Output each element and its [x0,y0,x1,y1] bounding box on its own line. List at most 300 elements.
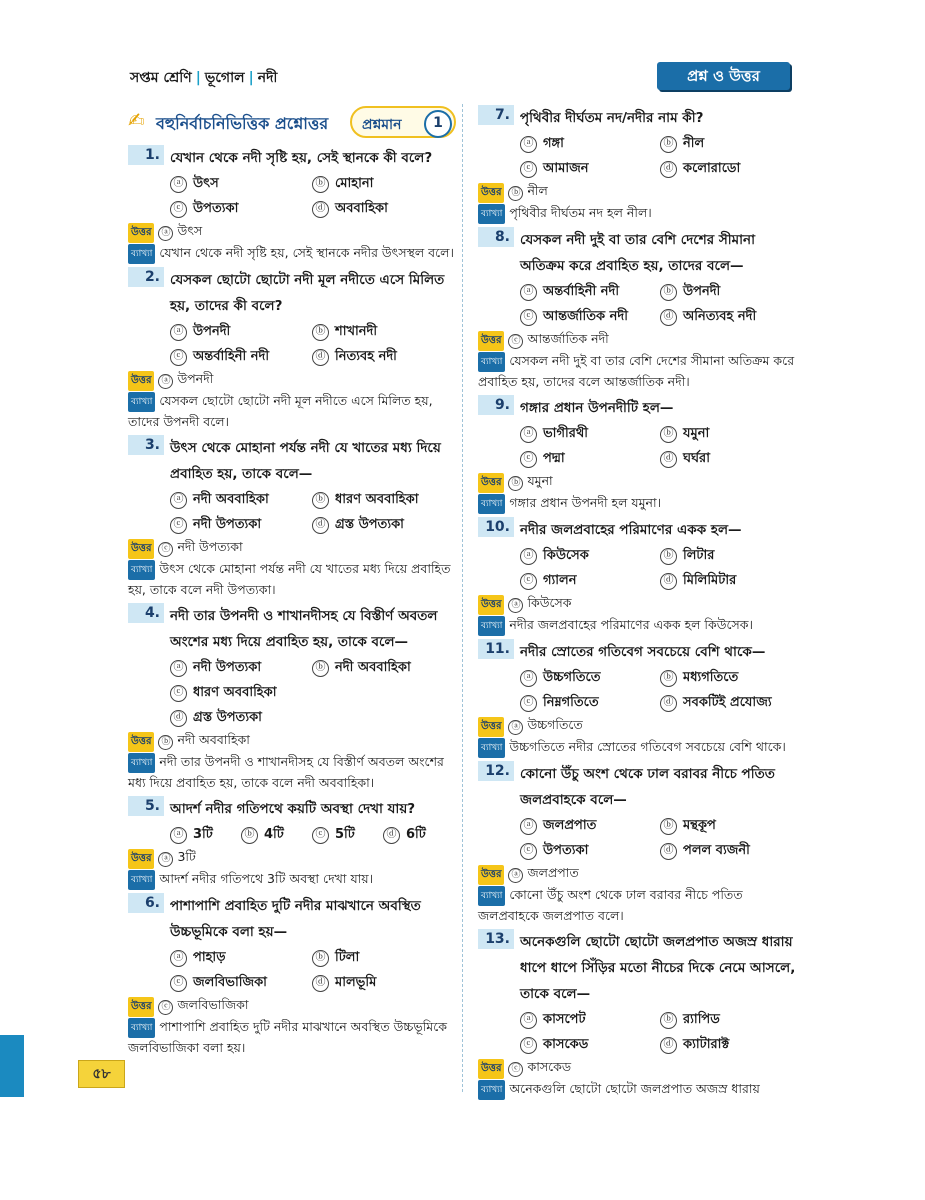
option-item [660,838,800,863]
explanation-tag: ব্যাখ্যা [128,560,155,580]
option-item [520,304,660,329]
option-letter: ⓐ [520,136,537,153]
option-text: মন্থকূপ [683,818,716,833]
option-item [170,196,312,221]
question-item [128,796,454,890]
answer-tag: উত্তর [478,717,504,737]
options-list [478,813,800,863]
option-item [170,344,312,369]
explanation-tag: ব্যাখ্যা [128,392,155,412]
option-text: পলল ব্যজনী [683,843,750,858]
answer-letter: ⓒ [158,1000,173,1015]
explanation-tag: ব্যাখ্যা [128,1018,155,1038]
question-number: 3. [128,435,164,455]
option-text: কাসকেড [543,1037,589,1052]
explanation [128,243,454,264]
option-item [312,487,454,512]
explanation [478,351,800,392]
option-item [170,487,312,512]
answer-line [478,471,800,493]
explanation-tag: ব্যাখ্যা [128,244,155,264]
option-item [312,319,454,344]
option-letter: ⓐ [520,818,537,835]
question-item [128,893,454,1058]
answer-letter: ⓒ [508,334,523,349]
question-item [478,395,800,514]
breadcrumb-class: সপ্তম শ্রেণি [130,70,192,86]
option-item [660,156,800,181]
answer-text: উপনদী [177,371,214,386]
question-line [478,639,800,665]
option-item [660,279,800,304]
option-text: গ্রস্ত উপত্যকা [193,710,262,725]
option-letter: ⓐ [520,426,537,443]
answer-text: জলবিভাজিকা [177,997,249,1012]
explanation-tag: ব্যাখ্যা [128,870,155,890]
question-number: 11. [478,639,514,659]
option-text: টিলা [335,950,360,965]
option-item [170,680,454,705]
option-text: পদ্মা [543,451,565,466]
option-letter: ⓑ [660,1012,677,1029]
answer-text: উৎস [177,223,203,238]
breadcrumb-subject: ভূগোল [204,70,245,86]
option-letter: ⓒ [170,975,187,992]
question-number: 2. [128,267,164,287]
answer-letter: ⓐ [158,226,173,241]
explanation-text: যেখান থেকে নদী সৃষ্টি হয়, সেই স্থানকে নদীর উৎসস্থল বলে। [159,245,454,260]
option-letter: ⓑ [660,670,677,687]
explanation-tag: ব্যাখ্যা [478,886,505,906]
answer-line [478,593,800,615]
question-text: যেসকল নদী দুই বা তার বেশি দেশের সীমানা অতিক্রম করে প্রবাহিত হয়, তাদের বলে— [520,232,756,274]
option-text: 3টি [193,827,213,842]
option-letter: ⓐ [170,660,187,677]
option-text: নদী উপত্যকা [193,517,262,532]
question-line [478,517,800,543]
option-letter: ⓓ [312,975,329,992]
question-item [478,761,800,926]
qa-badge: প্রশ্ন ও উত্তর [657,62,790,90]
option-letter: ⓒ [170,517,187,534]
option-item [660,1032,800,1057]
answer-tag: উত্তর [128,732,154,752]
option-text: কিউসেক [543,548,589,563]
answer-text: কাসকেড [527,1059,572,1074]
option-letter: ⓓ [660,695,677,712]
explanation-text: যেসকল ছোটো ছোটো নদী মূল নদীতে এসে মিলিত হয়, তাদের উপনদী বলে। [128,393,433,429]
option-text: নিম্নগতিতে [543,695,599,710]
explanation [128,559,454,600]
option-letter: ⓑ [660,818,677,835]
question-text: পাশাপাশি প্রবাহিত দুটি নদীর মাঝখানে অবস্থিত উচ্চভূমিকে বলা হয়— [170,898,421,940]
question-item [478,929,800,1100]
question-text: আদর্শ নদীর গতিপথে কয়টি অবস্থা দেখা যায়? [170,801,416,817]
question-text: যেখান থেকে নদী সৃষ্টি হয়, সেই স্থানকে কী বলে? [170,150,433,166]
options-list [478,279,800,329]
option-text: মধ্যগতিতে [683,670,739,685]
option-item [660,1007,800,1032]
answer-line [128,847,454,869]
options-list [128,655,454,730]
question-text: গঙ্গার প্রধান উপনদীটি হল— [520,400,674,416]
explanation [128,752,454,793]
option-text: র‍্যাপিড [683,1012,720,1027]
option-text: অববাহিকা [335,201,388,216]
question-item [478,517,800,636]
question-item [128,267,454,432]
option-letter: ⓒ [170,685,187,702]
option-letter: ⓒ [520,451,537,468]
option-text: মোহানা [335,176,374,191]
explanation-text: নদী তার উপনদী ও শাখানদীসহ যে বিস্তীর্ণ অবতল অংশের মধ্য দিয়ে প্রবাহিত হয়, তাকে বলে নদী অববাহিকা। [128,754,444,790]
explanation-tag: ব্যাখ্যা [478,494,505,514]
option-text: 6টি [406,827,426,842]
page-edge-tab [0,1035,24,1097]
answer-line [128,730,454,752]
explanation [478,737,800,758]
option-letter: ⓑ [312,950,329,967]
answer-letter: ⓐ [158,852,173,867]
explanation-text: আদর্শ নদীর গতিপথে 3টি অবস্থা দেখা যায়। [159,871,374,886]
option-text: সবকটিই প্রযোজ্য [683,695,772,710]
explanation-tag: ব্যাখ্যা [128,753,155,773]
option-text: 5টি [335,827,355,842]
option-item [312,512,454,537]
option-item [520,690,660,715]
option-item [520,543,660,568]
option-letter: ⓐ [170,176,187,193]
option-letter: ⓒ [170,201,187,218]
question-item [128,603,454,793]
question-item [478,639,800,758]
option-letter: ⓓ [660,1037,677,1054]
answer-line [478,1057,800,1079]
options-list [478,543,800,593]
option-text: উপত্যকা [543,843,589,858]
option-text: গ্রস্ত উপত্যকা [335,517,404,532]
question-item [478,105,800,224]
option-letter: ⓓ [383,827,400,844]
option-item [520,279,660,304]
option-item [660,813,800,838]
option-item [520,813,660,838]
answer-text: যমুনা [527,473,553,488]
answer-tag: উত্তর [478,331,504,351]
option-text: আমাজন [543,161,589,176]
question-line [128,603,454,655]
options-list [478,421,800,471]
question-number: 8. [478,227,514,247]
option-item [170,970,312,995]
option-item [312,945,454,970]
explanation-text: নদীর জলপ্রবাহের পরিমাণের একক হল কিউসেক। [509,617,753,632]
explanation [128,869,454,890]
question-text: উৎস থেকে মোহানা পর্যন্ত নদী যে খাতের মধ্য দিয়ে প্রবাহিত হয়, তাকে বলে— [170,440,441,482]
explanation-tag: ব্যাখ্যা [478,738,505,758]
option-item [312,196,454,221]
option-item [170,171,312,196]
options-list [128,945,454,995]
option-letter: ⓑ [660,136,677,153]
option-text: শাখানদী [335,324,378,339]
question-number: 7. [478,105,514,125]
option-item [312,655,454,680]
option-letter: ⓓ [312,517,329,534]
question-number: 10. [478,517,514,537]
option-item [520,838,660,863]
option-letter: ⓓ [660,309,677,326]
option-text: কলোরাডো [683,161,741,176]
option-item [170,705,454,730]
question-number: 6. [128,893,164,913]
option-letter: ⓓ [660,161,677,178]
answer-text: উচ্চগতিতে [527,717,583,732]
option-item [312,344,454,369]
answer-line [478,329,800,351]
question-line [128,796,454,822]
option-letter: ⓑ [660,426,677,443]
option-letter: ⓑ [312,176,329,193]
question-line [128,267,454,319]
option-text: আন্তর্জাতিক নদী [543,309,628,324]
question-line [478,761,800,813]
option-item [660,304,800,329]
answer-tag: উত্তর [478,183,504,203]
question-text: নদী তার উপনদী ও শাখানদীসহ যে বিস্তীর্ণ অবতল অংশের মধ্য দিয়ে প্রবাহিত হয়, তাকে বলে— [170,608,438,650]
option-letter: ⓐ [170,827,187,844]
option-letter: ⓐ [520,548,537,565]
option-item [520,568,660,593]
explanation [478,493,800,514]
option-text: উপনদী [683,284,721,299]
breadcrumb: সপ্তম শ্রেণি | ভূগোল | নদী [130,70,278,86]
answer-letter: ⓑ [508,476,523,491]
option-letter: ⓒ [520,309,537,326]
option-item [520,156,660,181]
option-text: নিত্যবহ নদী [335,349,397,364]
question-line [478,227,800,279]
question-number: 12. [478,761,514,781]
option-item [520,421,660,446]
answer-letter: ⓒ [158,542,173,557]
option-text: নদী অববাহিকা [193,492,269,507]
question-line [478,929,800,1007]
question-number: 4. [128,603,164,623]
option-letter: ⓐ [170,950,187,967]
option-item [520,665,660,690]
question-line [128,893,454,945]
option-text: অন্তর্বাহিনী নদী [543,284,620,299]
answer-letter: ⓐ [158,374,173,389]
answer-text: নদী অববাহিকা [177,732,250,747]
question-text: কোনো উঁচু অংশ থেকে ঢাল বরাবর নীচে পতিত জলপ্রবাহকে বলে— [520,766,775,808]
option-item [660,421,800,446]
option-item [170,319,312,344]
options-list [128,171,454,221]
answer-letter: ⓒ [508,1062,523,1077]
options-list [478,131,800,181]
answer-text: 3টি [177,849,196,864]
option-letter: ⓓ [170,710,187,727]
answer-text: জলপ্রপাত [527,865,579,880]
option-item [660,446,800,471]
answer-tag: উত্তর [128,223,154,243]
question-item [128,145,454,264]
option-text: উপনদী [193,324,231,339]
option-letter: ⓓ [660,573,677,590]
page-number: ৫৮ [78,1060,125,1088]
explanation-text: পৃথিবীর দীর্ঘতম নদ হল নীল। [509,205,652,220]
options-list [128,319,454,369]
option-text: জলপ্রপাত [543,818,597,833]
option-item [170,512,312,537]
answer-tag: উত্তর [478,473,504,493]
option-letter: ⓐ [170,324,187,341]
option-text: উপত্যকা [193,201,239,216]
column-divider [462,104,463,1092]
explanation-text: যেসকল নদী দুই বা তার বেশি দেশের সীমানা অতিক্রম করে প্রবাহিত হয়, তাদের বলে আন্তর্জাতিক নদী। [478,353,795,389]
option-text: গঙ্গা [543,136,564,151]
option-text: অনিত্যবহ নদী [683,309,757,324]
right-column [478,105,800,1103]
option-item [312,171,454,196]
option-text: ধারণ অববাহিকা [335,492,419,507]
option-letter: ⓑ [312,324,329,341]
option-item [312,822,383,847]
answer-letter: ⓐ [508,720,523,735]
option-item [170,655,312,680]
option-item [312,970,454,995]
answer-letter: ⓑ [158,735,173,750]
option-text: ভাগীরথী [543,426,588,441]
section-header [128,106,454,136]
answer-text: কিউসেক [527,595,572,610]
option-letter: ⓒ [520,573,537,590]
answer-line [128,221,454,243]
question-item [478,227,800,392]
question-line [478,395,800,421]
explanation-tag: ব্যাখ্যা [478,352,505,372]
option-letter: ⓑ [660,284,677,301]
option-letter: ⓒ [312,827,329,844]
option-letter: ⓒ [520,695,537,712]
question-line [128,145,454,171]
option-letter: ⓒ [520,161,537,178]
explanation [128,391,454,432]
explanation [478,1079,800,1100]
option-item [170,945,312,970]
answer-tag: উত্তর [478,865,504,885]
answer-line [128,995,454,1017]
option-letter: ⓐ [520,670,537,687]
question-text: পৃথিবীর দীর্ঘতম নদ/নদীর নাম কী? [520,110,704,126]
answer-letter: ⓑ [508,186,523,201]
option-text: নদী উপত্যকা [193,660,262,675]
explanation-tag: ব্যাখ্যা [478,1080,505,1100]
option-item [170,822,241,847]
question-line [478,105,800,131]
answer-tag: উত্তর [478,595,504,615]
option-item [660,690,800,715]
breadcrumb-chapter: নদী [257,70,278,86]
option-text: কাসপেট [543,1012,586,1027]
option-text: 4টি [264,827,284,842]
explanation-tag: ব্যাখ্যা [478,204,505,224]
option-item [520,1007,660,1032]
option-letter: ⓓ [312,349,329,366]
option-text: যমুনা [683,426,710,441]
marks-pill [350,106,456,138]
section-title: বহুনির্বাচনিভিত্তিক প্রশ্নোত্তর [156,114,329,133]
option-item [520,446,660,471]
options-list [128,822,454,847]
option-text: নীল [683,136,705,151]
option-letter: ⓓ [660,451,677,468]
option-text: অন্তর্বাহিনী নদী [193,349,270,364]
option-item [660,568,800,593]
option-letter: ⓑ [312,492,329,509]
question-number: 1. [128,145,164,165]
option-item [383,822,454,847]
option-letter: ⓒ [520,1037,537,1054]
option-text: ক্যাটারাক্ট [683,1037,730,1052]
explanation [478,203,800,224]
explanation [128,1017,454,1058]
option-text: মালভূমি [335,975,377,990]
question-text: নদীর স্রোতের গতিবেগ সবচেয়ে বেশি থাকে— [520,644,766,660]
explanation-text: উৎস থেকে মোহানা পর্যন্ত নদী যে খাতের মধ্য দিয়ে প্রবাহিত হয়, তাকে বলে নদী উপত্যকা। [128,561,451,597]
option-item [520,1032,660,1057]
explanation [478,615,800,636]
answer-line [128,369,454,391]
question-line [128,435,454,487]
explanation-text: পাশাপাশি প্রবাহিত দুটি নদীর মাঝখানে অবস্থিত উচ্চভূমিকে জলবিভাজিকা বলা হয়। [128,1019,448,1055]
marks-label: প্রশ্নমান [362,117,402,133]
question-number: 13. [478,929,514,949]
option-letter: ⓒ [520,843,537,860]
option-letter: ⓐ [520,1012,537,1029]
option-text: উচ্চগতিতে [543,670,601,685]
left-column [128,145,454,1061]
option-letter: ⓐ [170,492,187,509]
explanation-text: অনেকগুলি ছোটো ছোটো জলপ্রপাত অজস্র ধারায় [509,1081,760,1096]
answer-tag: উত্তর [128,371,154,391]
question-text: যেসকল ছোটো ছোটো নদী মূল নদীতে এসে মিলিত হয়, তাদের কী বলে? [170,272,445,314]
explanation [478,885,800,926]
option-letter: ⓐ [520,284,537,301]
question-item [128,435,454,600]
option-text: পাহাড় [193,950,226,965]
option-text: মিলিমিটার [683,573,737,588]
option-text: জলবিভাজিকা [193,975,267,990]
option-item [241,822,312,847]
options-list [478,1007,800,1057]
marks-value: 1 [424,110,452,138]
explanation-tag: ব্যাখ্যা [478,616,505,636]
answer-letter: ⓐ [508,598,523,613]
answer-line [128,537,454,559]
option-item [520,131,660,156]
question-text: নদীর জলপ্রবাহের পরিমাণের একক হল— [520,522,742,538]
explanation-text: উচ্চগতিতে নদীর স্রোতের গতিবেগ সবচেয়ে বেশি থাকে। [509,739,786,754]
answer-line [478,863,800,885]
option-text: উৎস [193,176,219,191]
answer-text: নদী উপত্যকা [177,539,243,554]
answer-text: নীল [527,183,548,198]
answer-tag: উত্তর [478,1059,504,1079]
question-text: অনেকগুলি ছোটো ছোটো জলপ্রপাত অজস্র ধারায় ধাপে ধাপে সিঁড়ির মতো নীচের দিকে নেমে আসলে, তাকে বলে— [520,934,796,1002]
